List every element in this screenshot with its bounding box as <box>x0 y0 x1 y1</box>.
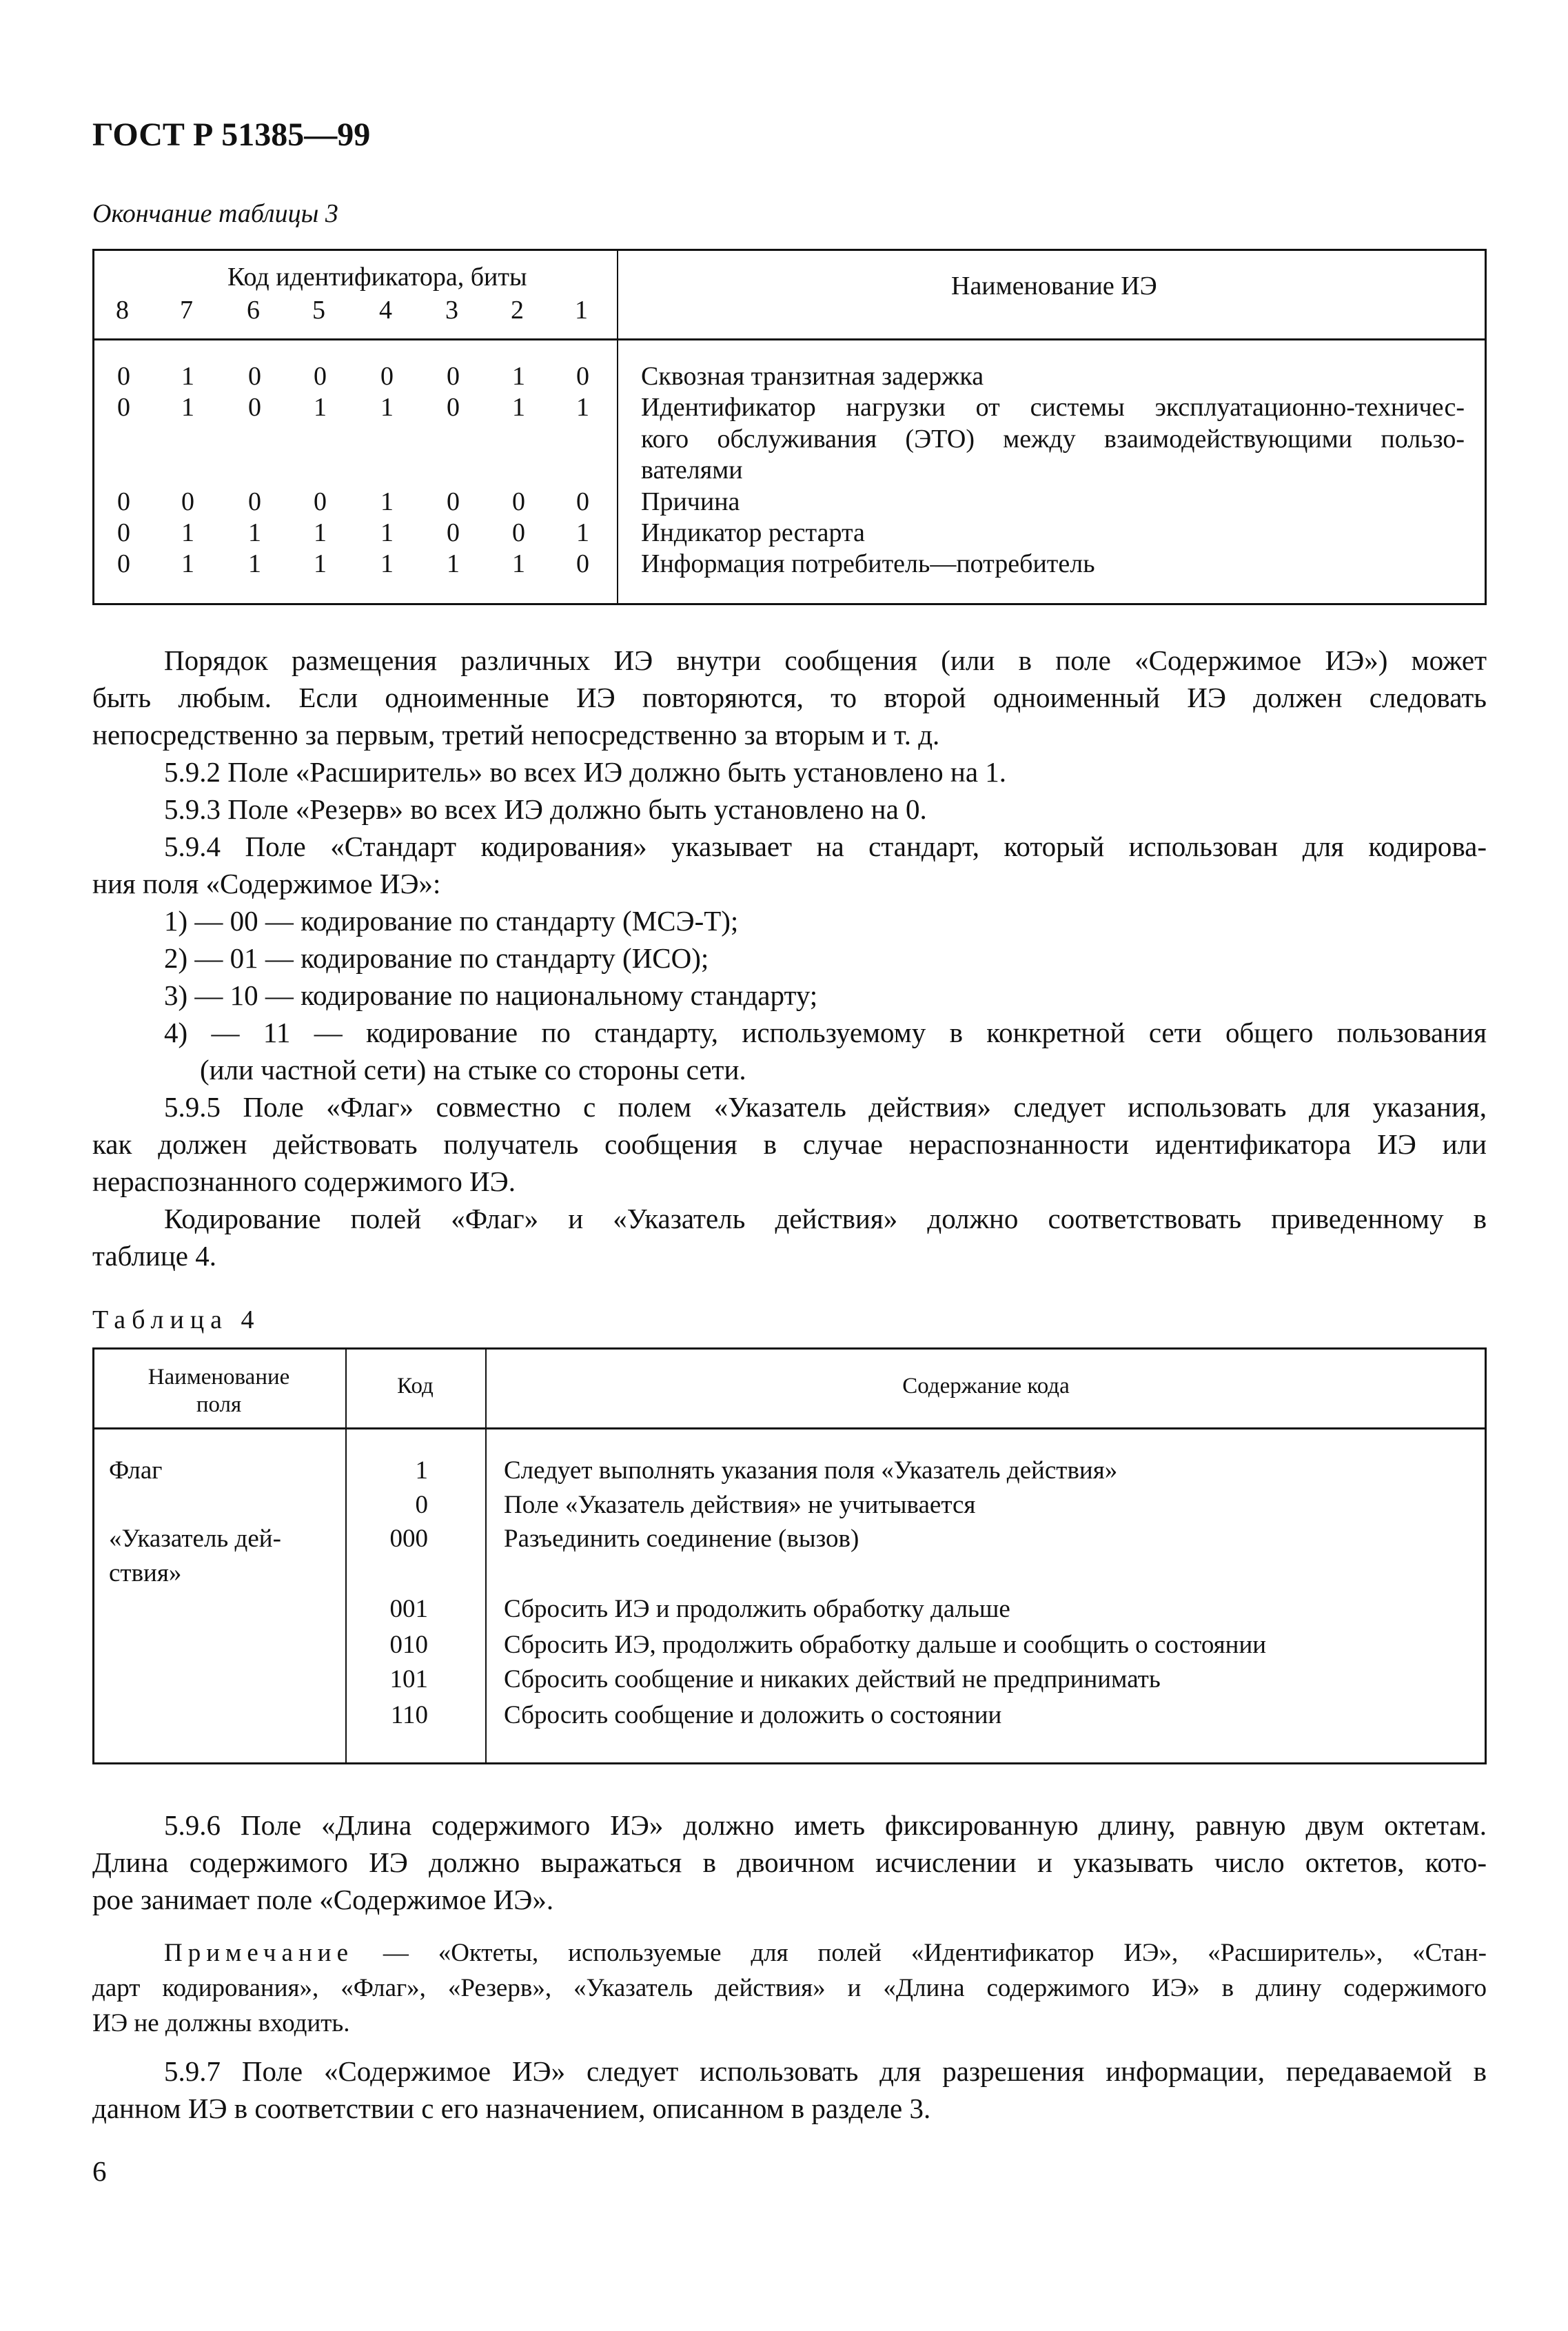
table4-code-cell: 0 <box>415 1491 428 1519</box>
note-line <box>164 1935 1487 1971</box>
table3-bit-cell: 1 <box>380 487 394 516</box>
text-line: 1) — 00 — кодирование по стандарту (МСЭ-Т); <box>164 905 739 937</box>
table3-bit-cell: 0 <box>181 487 194 516</box>
table3-bit-cell: 0 <box>117 518 130 547</box>
table4-label: Таблица 4 <box>92 1305 261 1334</box>
table3-bit-cell: 1 <box>512 393 525 423</box>
table4-code-cell: 1 <box>415 1456 428 1485</box>
table3-name-cell: Индикатор рестарта <box>641 518 865 547</box>
note <box>92 1935 1487 2041</box>
table3-bit-cell: 0 <box>576 487 589 516</box>
table3-bit-cell: 0 <box>314 362 327 391</box>
table4-header-field <box>92 1363 345 1418</box>
table3-bit-cell: 1 <box>314 393 327 423</box>
table3-bit-cell: 0 <box>117 487 130 516</box>
table3-header-name: Наименование ИЭ <box>951 272 1157 301</box>
text-line: Кодирование полей «Флаг» и «Указатель действия» должно соответствовать приведенному в <box>164 1203 1487 1234</box>
body-text-1 <box>92 642 1487 1274</box>
table4-field-cell: Флаг <box>109 1456 163 1485</box>
text-line: 2) — 01 — кодирование по стандарту (ИСО); <box>164 942 709 974</box>
table3-bit-cell: 1 <box>248 549 261 579</box>
text-line: непосредственно за первым, третий непосредственно за вторым и т. д. <box>92 719 940 751</box>
table3-bit-cell: 0 <box>576 362 589 391</box>
table3-name-cell: Сквозная транзитная задержка <box>641 362 984 391</box>
text-line: 3) — 10 — кодирование по национальному стандарту; <box>164 979 818 1011</box>
note-line: ИЭ не должны входить. <box>92 2009 350 2037</box>
table4-code-cell: 001 <box>389 1595 428 1623</box>
text-line: ния поля «Содержимое ИЭ»: <box>92 868 441 899</box>
table3-bit-cell: 0 <box>512 518 525 547</box>
document-header: ГОСТ Р 51385—99 <box>92 116 371 153</box>
text-line: 5.9.2 Поле «Расширитель» во всех ИЭ должно быть установлено на 1. <box>164 756 1007 788</box>
table4-content-cell: Сбросить ИЭ и продолжить обработку дальше <box>504 1595 1010 1623</box>
table3-bit-cell: 1 <box>181 393 194 423</box>
table3-name-cell: кого обслуживания (ЭТО) между взаимодействующими пользо- <box>641 424 1465 454</box>
table4-content-cell: Следует выполнять указания поля «Указатель действия» <box>504 1456 1118 1485</box>
table3-bit-cell: 0 <box>117 393 130 423</box>
table4-header-code: Код <box>397 1374 434 1398</box>
table3-header-code: Код идентификатора, биты <box>227 263 527 292</box>
text-line: 5.9.4 Поле «Стандарт кодирования» указывает на стандарт, который использован для кодирова- <box>164 831 1487 862</box>
table3-bit-header: 4 <box>379 296 392 325</box>
text-line: 5.9.3 Поле «Резерв» во всех ИЭ должно быть установлено на 0. <box>164 793 927 825</box>
table3-header-divider <box>92 338 1487 340</box>
table3-name-cell: Причина <box>641 487 740 516</box>
table4-content-cell: Разъединить соединение (вызов) <box>504 1525 859 1553</box>
table3-bit-header: 1 <box>575 296 588 325</box>
table3-bit-cell: 0 <box>380 362 394 391</box>
table3-name-cell: вателями <box>641 456 743 485</box>
table4-column-divider-2 <box>485 1347 487 1764</box>
table3-bit-cell: 0 <box>117 549 130 579</box>
text-line: нераспознанного содержимого ИЭ. <box>92 1166 516 1197</box>
table3-column-divider <box>617 249 618 605</box>
table3-bit-cell: 1 <box>576 518 589 547</box>
table3-bit-cell: 0 <box>117 362 130 391</box>
table3-bit-cell: 1 <box>512 549 525 579</box>
body-text-2 <box>92 1806 1487 1918</box>
table3-bit-cell: 0 <box>248 362 261 391</box>
table3-bit-cell: 0 <box>248 393 261 423</box>
table3-caption: Окончание таблицы 3 <box>92 199 338 228</box>
table3-bit-header: 7 <box>180 296 193 325</box>
table4-header-content: Содержание кода <box>902 1374 1070 1398</box>
table4-content-cell: Сбросить сообщение и никаких действий не предпринимать <box>504 1665 1161 1693</box>
text-line: как должен действовать получатель сообщения в случае нераспознанности идентификатора ИЭ или <box>92 1128 1487 1160</box>
table4-field-cell: «Указатель дей- <box>109 1525 281 1553</box>
note-text: — «Октеты, используемые для полей «Идентификатор ИЭ», «Расширитель», «Стан- <box>383 1939 1487 1967</box>
table3-bit-header: 8 <box>116 296 129 325</box>
table3-bit-cell: 1 <box>512 362 525 391</box>
table3-bit-cell: 0 <box>447 518 460 547</box>
table3-name-cell: Информация потребитель—потребитель <box>641 549 1095 579</box>
table3-bit-cell: 1 <box>181 362 194 391</box>
table3-bit-cell: 0 <box>576 549 589 579</box>
table3-bit-cell: 0 <box>447 487 460 516</box>
table4-header-divider <box>92 1427 1487 1429</box>
table3-bit-cell: 1 <box>380 393 394 423</box>
table3-bit-header: 3 <box>445 296 458 325</box>
text-line: данном ИЭ в соответствии с его назначением, описанном в разделе 3. <box>92 2093 931 2124</box>
text-line: таблице 4. <box>92 1240 216 1272</box>
text-line: Порядок размещения различных ИЭ внутри сообщения (или в поле «Содержимое ИЭ») может <box>164 644 1487 676</box>
table3-bit-header: 5 <box>312 296 325 325</box>
table4-code-cell: 010 <box>389 1631 428 1659</box>
text-line: быть любым. Если одноименные ИЭ повторяются, то второй одноименный ИЭ должен следовать <box>92 682 1487 713</box>
table3-bit-cell: 0 <box>447 393 460 423</box>
table3-bit-cell: 1 <box>314 549 327 579</box>
table3-bit-cell: 0 <box>512 487 525 516</box>
table3-bit-cell: 1 <box>181 518 194 547</box>
table3-bit-header: 6 <box>247 296 260 325</box>
text-line: Длина содержимого ИЭ должно выражаться в двоичном исчислении и указывать число октетов, кото- <box>92 1846 1487 1878</box>
note-label: Примечание <box>164 1939 354 1967</box>
table3-bit-cell: 1 <box>576 393 589 423</box>
table3-bit-cell: 1 <box>447 549 460 579</box>
table4-code-cell: 110 <box>390 1701 428 1729</box>
table4-header-field-line: Наименование <box>147 1365 290 1390</box>
text-line: 5.9.5 Поле «Флаг» совместно с полем «Указатель действия» следует использовать для указания, <box>164 1091 1487 1123</box>
table4-content-cell: Поле «Указатель действия» не учитывается <box>504 1491 976 1519</box>
body-text-3 <box>92 2053 1487 2127</box>
table3-bit-cell: 1 <box>181 549 194 579</box>
text-line: 5.9.6 Поле «Длина содержимого ИЭ» должно иметь фиксированную длину, равную двум октетам. <box>164 1809 1487 1841</box>
table3-bit-cell: 1 <box>380 518 394 547</box>
note-line: дарт кодирования», «Флаг», «Резерв», «Указатель действия» и «Длина содержимого ИЭ» в длину содержимого <box>92 1974 1487 2002</box>
table3-bit-cell: 0 <box>314 487 327 516</box>
table3-bit-cell: 0 <box>447 362 460 391</box>
table4-header-field-line: поля <box>196 1392 242 1417</box>
text-line: 5.9.7 Поле «Содержимое ИЭ» следует использовать для разрешения информации, передаваемой в <box>164 2055 1487 2087</box>
table4-code-cell: 000 <box>389 1525 428 1553</box>
table4-code-cell: 101 <box>389 1665 428 1693</box>
table4-content-cell: Сбросить сообщение и доложить о состоянии <box>504 1701 1002 1729</box>
table3-bit-cell: 1 <box>380 549 394 579</box>
table4-field-cell: ствия» <box>109 1559 182 1587</box>
table3-name-cell: Идентификатор нагрузки от системы эксплуатационно-техничес- <box>641 393 1465 423</box>
table3-bit-cell: 1 <box>248 518 261 547</box>
table3-bit-cell: 1 <box>314 518 327 547</box>
table4-content-cell: Сбросить ИЭ, продолжить обработку дальше и сообщить о состоянии <box>504 1631 1267 1659</box>
text-line: (или частной сети) на стыке со стороны сети. <box>200 1054 746 1086</box>
text-line: рое занимает поле «Содержимое ИЭ». <box>92 1884 554 1915</box>
table3-bit-cell: 0 <box>248 487 261 516</box>
table3-bit-header: 2 <box>511 296 524 325</box>
page-number: 6 <box>92 2155 107 2187</box>
text-line: 4) — 11 — кодирование по стандарту, используемому в конкретной сети общего пользования <box>164 1017 1487 1048</box>
